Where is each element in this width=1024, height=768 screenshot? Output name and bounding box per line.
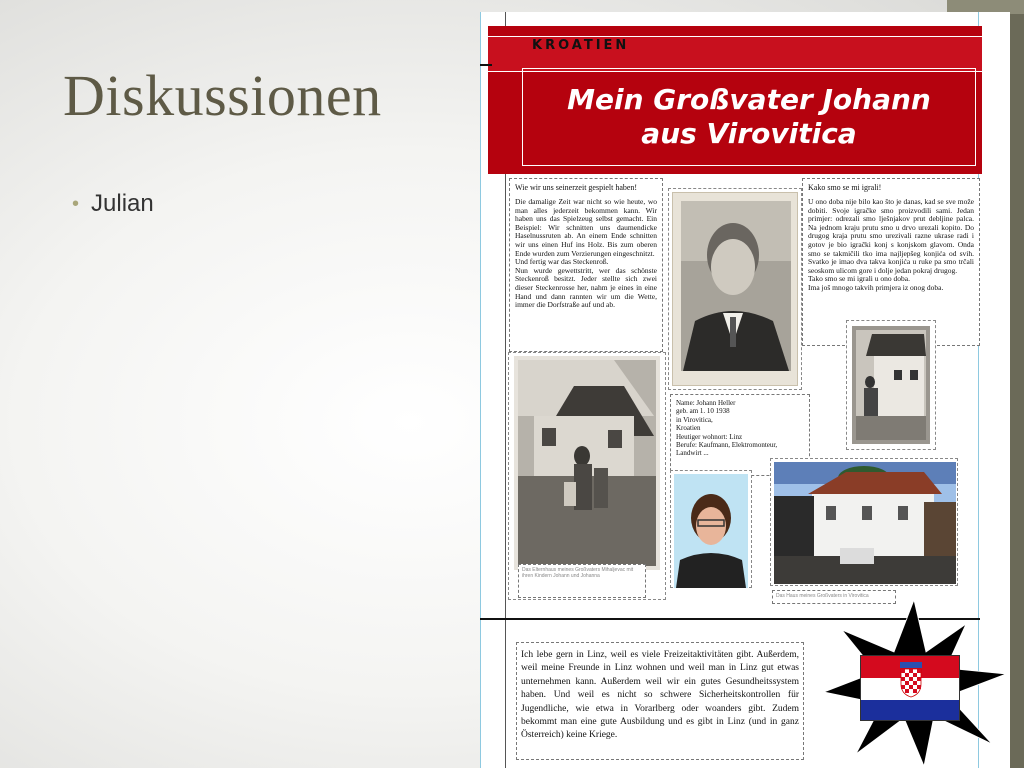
house-illustration	[774, 462, 956, 584]
yard-illustration	[852, 326, 930, 444]
country-label: KROATIEN	[532, 38, 630, 53]
bullet-item	[72, 190, 154, 218]
caption-text: Das Elternhaus meines Großvaters Mihaljevac mit ihren Kindern Johann und Johanna	[522, 567, 634, 579]
old-house-illustration	[514, 356, 660, 570]
flag-stripe-blue	[861, 700, 959, 721]
grandfather-yard-photo	[852, 326, 930, 444]
virovitica-house-photo	[774, 462, 956, 584]
headline-line-1: Mein Großvater Johann	[567, 83, 931, 116]
headline-frame	[522, 68, 976, 166]
old-house-photo	[514, 356, 660, 570]
caption-text: Das Haus meines Großvaters in Virovitica	[776, 593, 869, 599]
bullet-item-label: Julian	[91, 190, 154, 217]
info-box-text: Name: Johann Heller geb. am 1. 10 1938 in Virovitica, Kroatien Heutiger wohnort: Linz Berufe: Kaufmann, Elektromonteur, Landwirt ...	[676, 399, 778, 458]
croatian-flag-icon	[860, 655, 960, 721]
guide-line	[480, 12, 481, 768]
coat-of-arms-icon	[899, 662, 923, 698]
headline-line-2: aus Virovitica	[641, 117, 857, 150]
slide-title: Diskussionen	[63, 63, 382, 128]
caption-box-left	[518, 564, 646, 598]
text-box-body: U ono doba nije bilo kao što je danas, kad se sve može dobiti. Svoje igračke smo proizvodili sami. Jedan primjer: odrezali smo lješnjakov prut debljine palca. Na jednom kraju prutu smo u drvo urezali kopito. Do drugog kraja prutu smo urezivali razne ukrase radi i gotov je bio igrački konj s konjskom glavom. Onda smo se takmičili tko ima najljepšeg konjića od svih. Svatko je imao dva takva konjića u ruke pa smo trčali seoskom ulicom gore i dolje jedan pokraj drugog. Tako smo se mi igrali u ono doba. Ima još mnogo takvih primjera iz onog doba.	[808, 197, 974, 292]
julian-illustration	[674, 474, 748, 588]
text-box-heading: Kako smo se mi igrali!	[808, 183, 882, 192]
banner-tick	[480, 64, 492, 66]
poster-banner	[488, 26, 982, 174]
bullet-list	[72, 190, 154, 218]
poster-image	[480, 12, 1010, 768]
grandfather-portrait-photo	[672, 192, 798, 386]
portrait-illustration	[673, 193, 798, 386]
text-box-games-de	[509, 178, 663, 352]
text-box-heading: Wie wir uns seinerzeit gespielt haben!	[515, 183, 638, 192]
bottom-text-box: Ich lebe gern in Linz, weil es viele Freizeitaktivitäten gibt. Außerdem, weil meine Freunde in Linz wohnen und weil man in Linz gut etwas unternehmen kann. Außerdem weil wir ein gutes Gesundheitssystem haben. Und weil es nicht so schwere Sicherheitskontrollen für Jugendliche, wie etwa in Vorarlberg oder woanders gibt. Zudem bekommt man eine gute Ausbildung und es gibt in Linz (und in ganz Österreich) keine Kriege.	[516, 642, 804, 760]
poster-headline	[523, 83, 975, 151]
text-box-body: Die damalige Zeit war nicht so wie heute, wo man alles jederzeit bekommen kann. Wir haben uns das Spielzeug selbst gemacht. Ein Beispiel: Wir schnitten uns daumendicke Haselnussruten ab. An einem Ende schnitten wir uns einen Huf ins Holz. Bis zum oberen Ende wurden zum Verzierungen eingeschnitzt. Und fertig war das Steckenroß. Nun wurde gewettstritt, wer das schönste Steckenroß besitzt. Jeder stellte sich zwei dieser Steckenrosse her, nahm je eines in eine Hand und dann rannten wir um die Wette, immer die Dorfstraße auf und ab.	[515, 197, 657, 310]
julian-photo	[674, 474, 748, 588]
bullet-icon: •	[72, 192, 80, 215]
